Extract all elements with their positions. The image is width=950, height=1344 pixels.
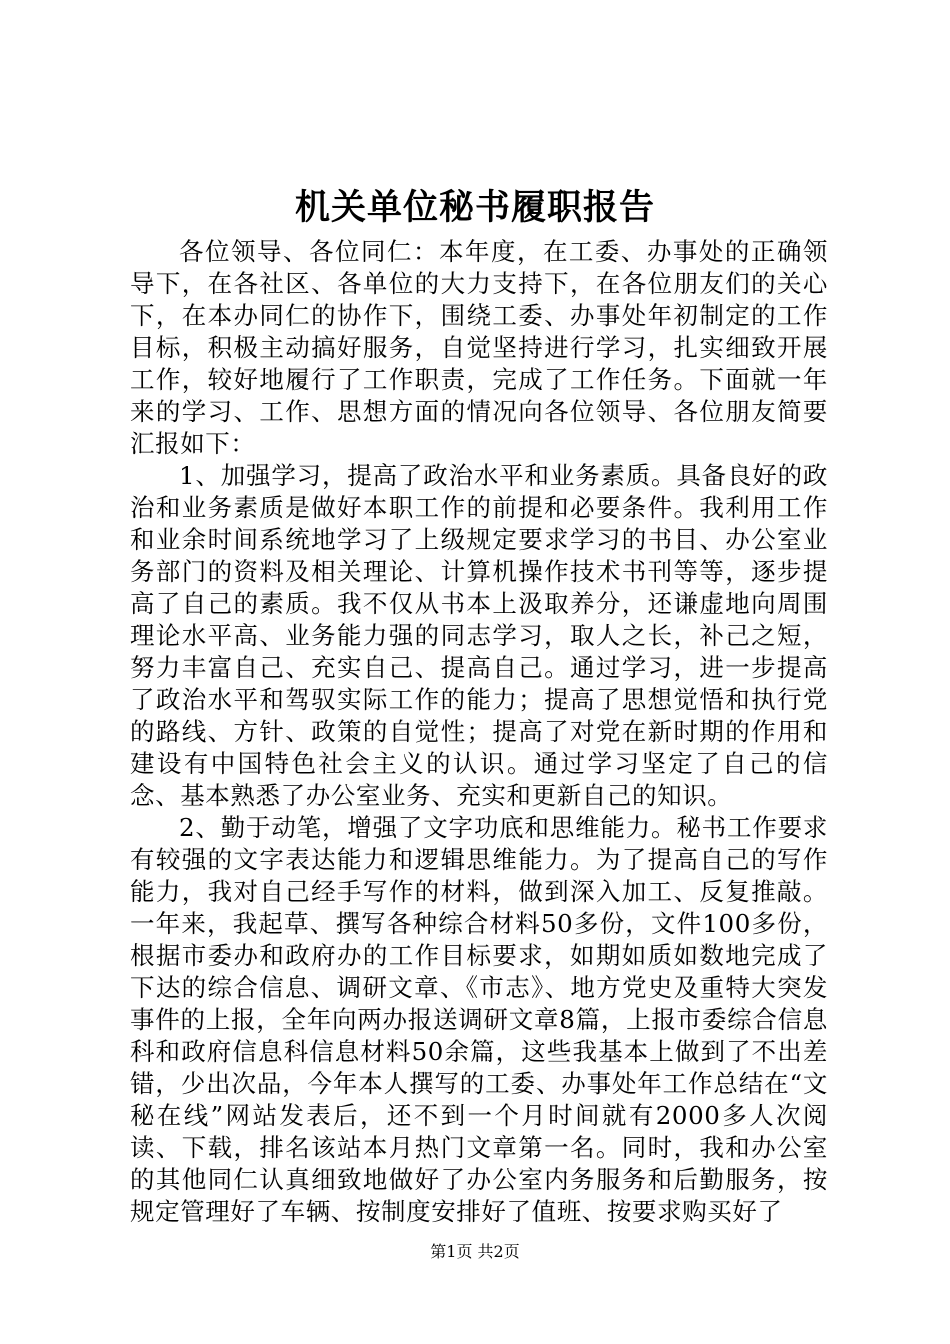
paragraph-writing: 2、勤于动笔，增强了文字功底和思维能力。秘书工作要求有较强的文字表达能力和逻辑思维能力。为了提高自己的写作能力，我对自己经手写作的材料，做到深入加工、反复推敲。一年来，我起草、撰写各种综合材料50多份，文件100多份，根据市委办和政府办的工作目标要求，如期如质如数地完成了下达的综合信息、调研文章、《市志》、地方党史及重特大突发事件的上报，全年向两办报送调研文章8篇，上报市委综合信息科和政府信息科信息材料50余篇，这些我基本上做到了不出差错，少出次品，今年本人撰写的工委、办事处年工作总结在“文秘在线”网站发表后，还不到一个月时间就有2000多人次阅读、下载，排名该站本月热门文章第一名。同时，我和办公室的其他同仁认真细致地做好了办公室内务服务和后勤服务，按规定管理好了车辆、按制度安排好了值班、按要求购买好了 xyxy=(130,813,828,1226)
document-body xyxy=(130,236,828,1228)
document-title: 机关单位秘书履职报告 xyxy=(294,187,655,228)
paragraph-intro: 各位领导、各位同仁：本年度，在工委、办事处的正确领导下，在各社区、各单位的大力支持下，在各位朋友们的关心下，在本办同仁的协作下，围绕工委、办事处年初制定的工作目标，积极主动搞好服务，自觉坚持进行学习，扎实细致开展工作，较好地履行了工作职责，完成了工作任务。下面就一年来的学习、工作、思想方面的情况向各位领导、各位朋友简要汇报如下： xyxy=(130,237,828,458)
paragraph-study: 1、加强学习，提高了政治水平和业务素质。具备良好的政治和业务素质是做好本职工作的前提和必要条件。我利用工作和业余时间系统地学习了上级规定要求学习的书目、办公室业务部门的资料及相关理论、计算机操作技术书刊等等，逐步提高了自己的素质。我不仅从书本上汲取养分，还谦虚地向周围理论水平高、业务能力强的同志学习，取人之长，补己之短，努力丰富自己、充实自己、提高自己。通过学习，进一步提高了政治水平和驾驭实际工作的能力；提高了思想觉悟和执行党的路线、方针、政策的自觉性；提高了对党在新时期的作用和建设有中国特色社会主义的认识。通过学习坚定了自己的信念、基本熟悉了办公室业务、充实和更新自己的知识。 xyxy=(130,461,828,810)
page-number-footer: 第1页 共2页 xyxy=(430,1242,520,1261)
